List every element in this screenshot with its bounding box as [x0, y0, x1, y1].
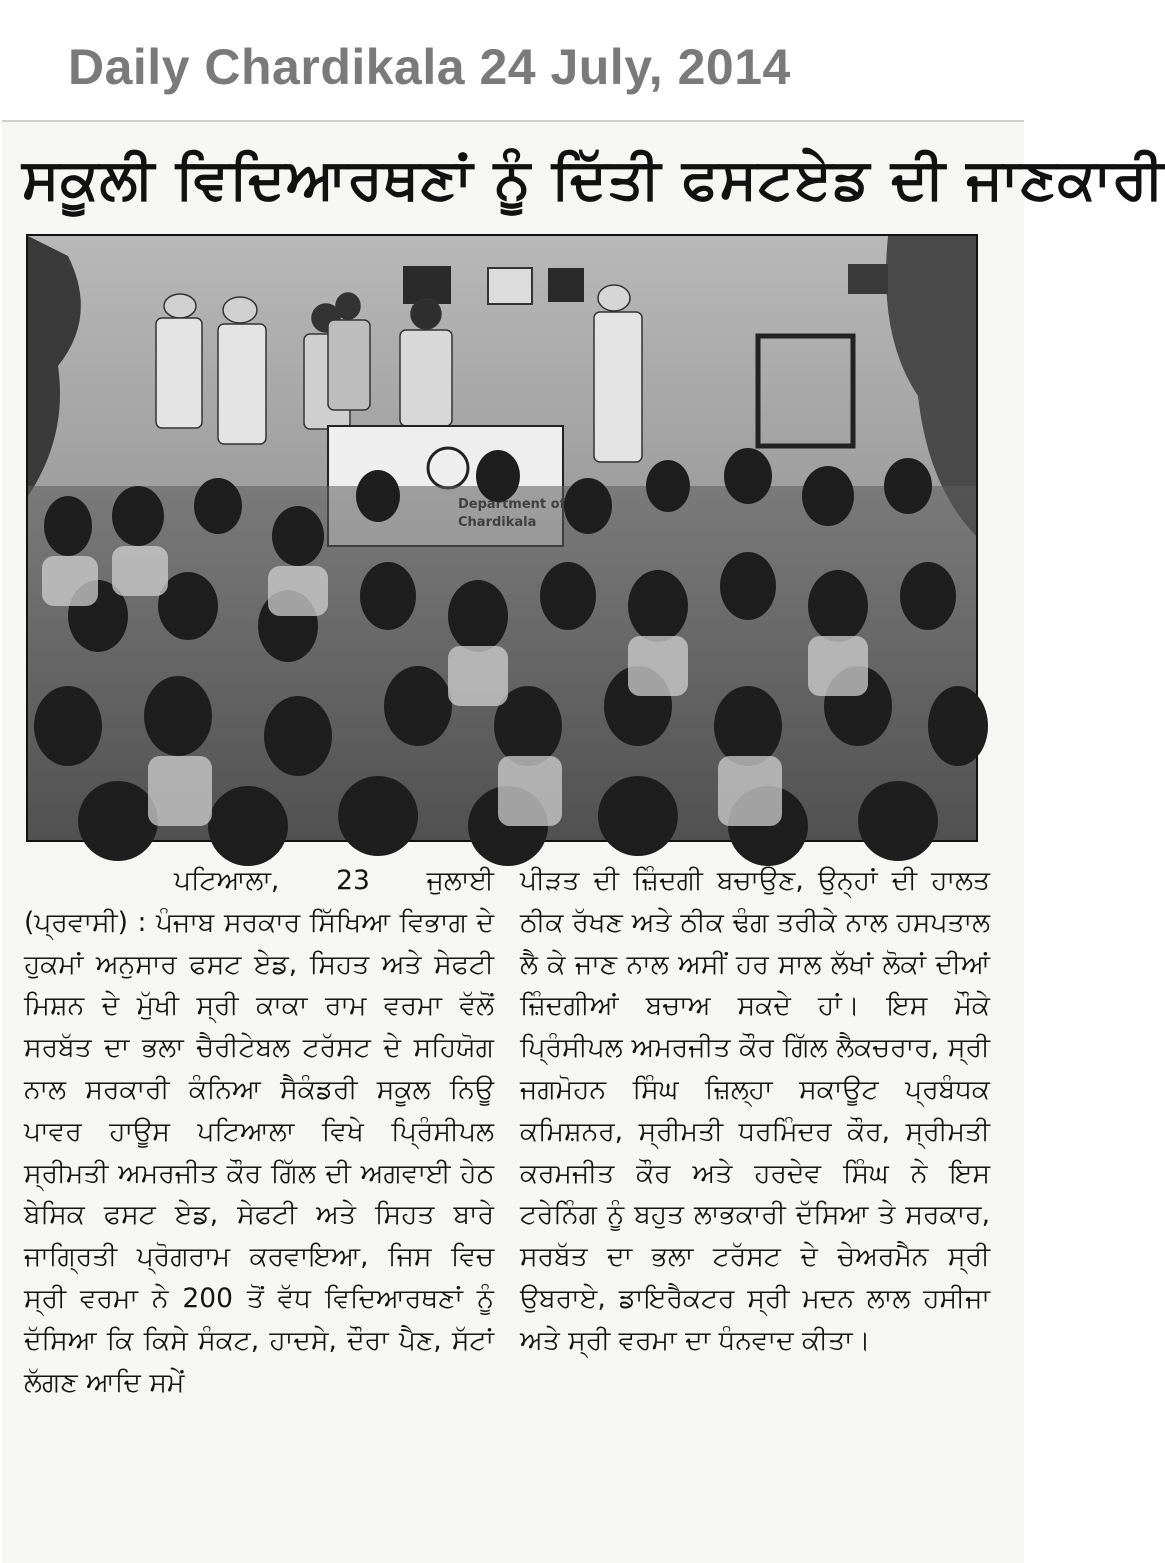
article-column-1: ਪਟਿਆਲਾ, 23 ਜੁਲਾਈ (ਪ੍ਰਵਾਸੀ) : ਪੰਜਾਬ ਸਰਕਾਰ ਸਿੱਖਿਆ ਵਿਭਾਗ ਦੇ ਹੁਕਮਾਂ ਅਨੁਸਾਰ ਫਸਟ ਏਡ, ਸਿਹਤ ਅਤੇ ਸੇਫਟੀ ਮਿਸ਼ਨ ਦੇ ਮੁੱਖੀ ਸ੍ਰੀ ਕਾਕਾ ਰਾਮ ਵਰਮਾ ਵੱਲੋਂ ਸਰਬੱਤ ਦਾ ਭਲਾ ਚੈਰੀਟੇਬਲ ਟਰੱਸਟ ਦੇ ਸਹਿਯੋਗ ਨਾਲ ਸਰਕਾਰੀ ਕੰਨਿਆ ਸੈਕੰਡਰੀ ਸਕੂਲ ਨਿਊ ਪਾਵਰ ਹਾਊਸ ਪਟਿਆਲਾ ਵਿਖੇ ਪ੍ਰਿੰਸੀਪਲ ਸ੍ਰੀਮਤੀ ਅਮਰਜੀਤ ਕੌਰ ਗਿੱਲ ਦੀ ਅਗਵਾਈ ਹੇਠ ਬੇਸਿਕ ਫਸਟ ਏਡ, ਸੇਫਟੀ ਅਤੇ ਸਿਹਤ ਬਾਰੇ ਜਾਗ੍ਰਿਤੀ ਪ੍ਰੋਗਰਾਮ ਕਰਵਾਇਆ, ਜਿਸ ਵਿਚ ਸ੍ਰੀ ਵਰਮਾ ਨੇ 200 ਤੋਂ ਵੱਧ ਵਿਦਿਆਰਥਣਾਂ ਨੂੰ ਦੱਸਿਆ ਕਿ ਕਿਸੇ ਸੰਕਟ, ਹਾਦਸੇ, ਦੌਰਾ ਪੈਣ, ਸੱਟਾਂ ਲੱਗਣ ਆਦਿ ਸਮੇਂ: [24, 865, 494, 1398]
caption-bar: [0, 0, 1026, 120]
newspaper-caption: Daily Chardikala 24 July, 2014: [68, 39, 791, 95]
news-photo: [26, 234, 978, 842]
article-headline: ਸਕੂਲੀ ਵਿਦਿਆਰਥਣਾਂ ਨੂੰ ਦਿੱਤੀ ਫਸਟਏਡ ਦੀ ਜਾਣਕਾਰੀ: [22, 147, 1165, 212]
photo-illustration: [28, 236, 976, 840]
article-column-2: ਪੀੜਤ ਦੀ ਜ਼ਿੰਦਗੀ ਬਚਾਉਣ, ਉਨ੍ਹਾਂ ਦੀ ਹਾਲਤ ਠੀਕ ਰੱਖਣ ਅਤੇ ਠੀਕ ਢੰਗ ਤਰੀਕੇ ਨਾਲ ਹਸਪਤਾਲ ਲੈ ਕੇ ਜਾਣ ਨਾਲ ਅਸੀਂ ਹਰ ਸਾਲ ਲੱਖਾਂ ਲੋਕਾਂ ਦੀਆਂ ਜ਼ਿੰਦਗੀਆਂ ਬਚਾਅ ਸਕਦੇ ਹਾਂ। ਇਸ ਮੌਕੇ ਪ੍ਰਿੰਸੀਪਲ ਅਮਰਜੀਤ ਕੌਰ ਗਿੱਲ ਲੈਕਚਰਾਰ, ਸ੍ਰੀ ਜਗਮੋਹਨ ਸਿੰਘ ਜ਼ਿਲ੍ਹਾ ਸਕਾਊਟ ਪ੍ਰਬੰਧਕ ਕਮਿਸ਼ਨਰ, ਸ੍ਰੀਮਤੀ ਧਰਮਿੰਦਰ ਕੌਰ, ਸ੍ਰੀਮਤੀ ਕਰਮਜੀਤ ਕੌਰ ਅਤੇ ਹਰਦੇਵ ਸਿੰਘ ਨੇ ਇਸ ਟਰੇਨਿੰਗ ਨੂੰ ਬਹੁਤ ਲਾਭਕਾਰੀ ਦੱਸਿਆ ਤੇ ਸਰਕਾਰ, ਸਰਬੱਤ ਦਾ ਭਲਾ ਟਰੱਸਟ ਦੇ ਚੇਅਰਮੈਨ ਸ੍ਰੀ ਉਬਰਾਏ, ਡਾਇਰੈਕਟਰ ਸ੍ਰੀ ਮਦਨ ਲਾਲ ਹਸੀਜਾ ਅਤੇ ਸ੍ਰੀ ਵਰਮਾ ਦਾ ਧੰਨਵਾਦ ਕੀਤਾ।: [520, 865, 990, 1356]
